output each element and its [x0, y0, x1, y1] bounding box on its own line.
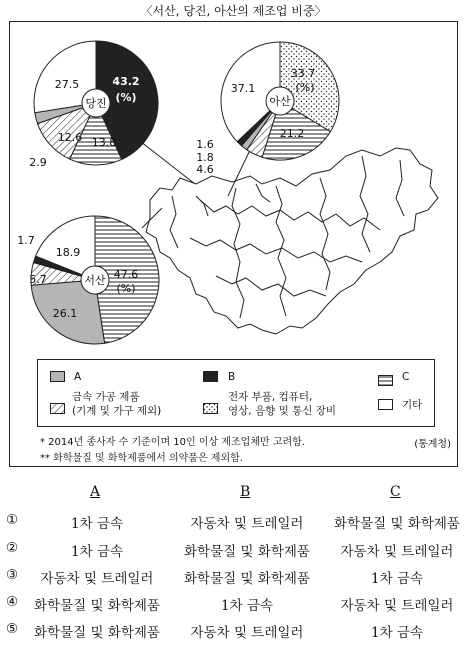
pie-data-label: 2.9	[29, 156, 47, 169]
source-note: (통계청)	[414, 439, 451, 450]
option-col-c: 1차 금속	[370, 625, 423, 641]
pie-data-label: (%)	[116, 282, 136, 295]
option-col-b: 화학물질 및 화학제품	[184, 571, 310, 587]
option-number: ②	[6, 540, 19, 556]
option-col-a: 화학물질 및 화학제품	[34, 625, 160, 641]
option-col-b: 화학물질 및 화학제품	[184, 544, 310, 560]
option-col-a: 1차 금속	[70, 516, 123, 532]
pie-data-label: 21.2	[279, 127, 305, 140]
legend-label-c: C	[402, 371, 410, 383]
pie-city-name: 당진	[85, 97, 107, 110]
pie-data-label: 1.8	[196, 151, 214, 164]
legend-swatch-a	[50, 371, 65, 382]
option-col-a: 1차 금속	[70, 544, 123, 560]
option-number: ①	[6, 512, 19, 528]
legend-swatch-b	[203, 371, 218, 382]
legend-label-b: B	[228, 371, 236, 383]
option-number: ⑤	[6, 621, 19, 637]
legend	[37, 359, 435, 427]
pie-data-label: 37.1	[230, 82, 256, 95]
legend-label-a: A	[74, 371, 82, 383]
option-header-b: B	[240, 484, 251, 500]
pie-data-label: 12.6	[57, 131, 83, 144]
legend-swatch-etc	[378, 399, 393, 410]
pie-data-label: 1.6	[196, 138, 214, 151]
pie-data-label: 47.6	[113, 268, 139, 281]
legend-label-etc: 기타	[402, 399, 423, 411]
pie-data-label: 4.6	[196, 163, 214, 176]
footnote-2: ** 화학물질 및 화학제품에서 의약품은 제외함.	[40, 453, 243, 464]
pie-data-label: 27.5	[54, 78, 80, 91]
option-number: ③	[6, 567, 19, 583]
legend-label-metal-1: 금속 가공 제품	[72, 391, 140, 403]
region-map	[146, 148, 438, 334]
option-col-c: 자동차 및 트레일러	[340, 544, 454, 560]
pie-data-label: 13.8	[91, 136, 117, 149]
option-header-c: C	[390, 484, 401, 500]
option-col-a: 화학물질 및 화학제품	[34, 598, 160, 614]
option-col-c: 1차 금속	[370, 571, 423, 587]
chart-title: 〈서산, 당진, 아산의 제조업 비중〉	[140, 4, 327, 18]
pie-data-label: 5.7	[29, 273, 47, 286]
pie-data-label: 33.7	[290, 67, 316, 80]
option-col-b: 자동차 및 트레일러	[190, 625, 304, 641]
option-col-c: 자동차 및 트레일러	[340, 598, 454, 614]
pie-data-label: 18.9	[55, 246, 81, 259]
pie-3	[17, 216, 159, 344]
legend-label-metal-2: (기계 및 가구 제외)	[72, 405, 162, 417]
pie-2	[196, 42, 339, 176]
option-number: ④	[6, 594, 19, 610]
pie-data-label: 1.7	[17, 234, 35, 247]
pie-1	[29, 41, 158, 169]
option-header-a: A	[90, 484, 101, 500]
legend-label-elec-1: 전자 부품, 컴퓨터,	[228, 391, 313, 403]
option-col-b: 1차 금속	[220, 598, 273, 614]
pie-data-label: 43.2	[112, 75, 140, 88]
pie-city-name: 서산	[84, 274, 106, 287]
pie-city-name: 아산	[269, 95, 291, 108]
option-col-b: 자동차 및 트레일러	[190, 516, 304, 532]
legend-swatch-c	[378, 371, 393, 390]
option-col-a: 자동차 및 트레일러	[40, 571, 154, 587]
legend-label-elec-2: 영상, 음향 및 통신 장비	[228, 405, 336, 417]
option-col-c: 화학물질 및 화학제품	[334, 516, 460, 532]
legend-swatch-elec	[203, 399, 218, 418]
pie-data-label: (%)	[115, 91, 137, 104]
legend-swatch-metal	[50, 399, 65, 418]
footnote-1: * 2014년 종사자 수 기준이며 10인 이상 제조업체만 고려함.	[40, 437, 305, 448]
pie-data-label: 26.1	[52, 307, 78, 320]
pie-data-label: (%)	[295, 81, 315, 94]
